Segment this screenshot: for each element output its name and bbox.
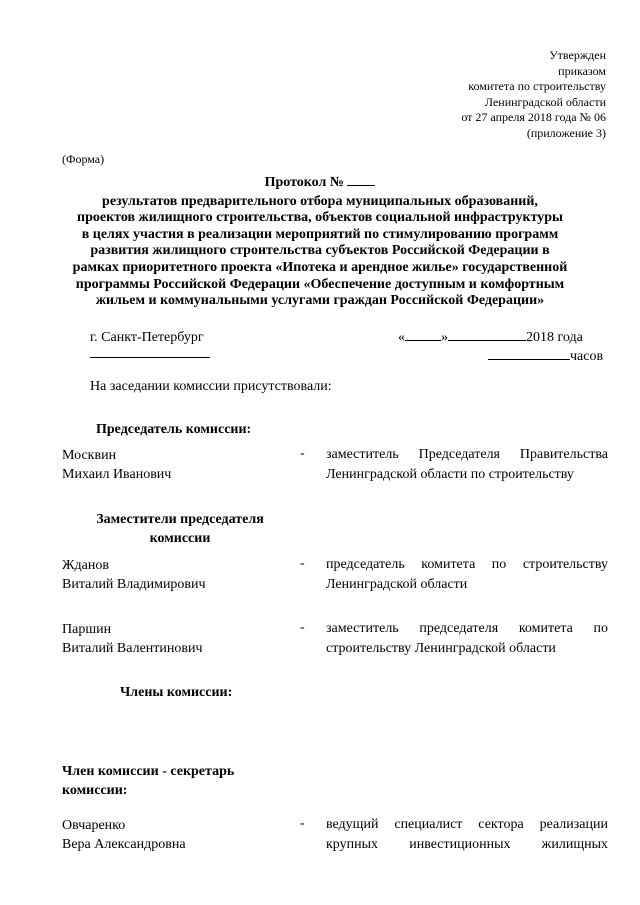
section-deputies-line: Заместители председателя (96, 512, 264, 527)
protocol-number-blank (347, 173, 375, 186)
section-members: Члены комиссии: (120, 685, 233, 700)
person-surname: Паршин (62, 622, 112, 637)
date-close-quote: » (441, 330, 448, 345)
date-line (398, 328, 583, 347)
approval-line: от 27 апреля 2018 года № 06 (461, 110, 606, 125)
person-role (326, 815, 608, 855)
approval-line: Утвержден (549, 48, 606, 62)
person-role (326, 619, 608, 659)
person-given-name: Михаил Иванович (62, 467, 172, 482)
dash: - (300, 556, 305, 571)
role-line: председатель комитета по строительству (326, 557, 608, 572)
role-line: Ленинградской области по строительству (326, 467, 574, 482)
title-line: рамках приоритетного проекта «Ипотека и арендное жилье» государственной (72, 259, 568, 275)
approval-line: Ленинградской области (484, 94, 606, 109)
title-line: программы Российской Федерации «Обеспечение доступным и комфортным (75, 276, 565, 292)
date-open-quote: « (398, 330, 405, 345)
title-line: в целях участия в реализации мероприятий по стимулированию программ (81, 226, 559, 242)
approval-line: комитета по строительству (468, 79, 606, 94)
section-deputies (80, 510, 280, 548)
date-year: 2018 года (526, 330, 583, 345)
person-role (326, 555, 608, 595)
role-line: Ленинградской области (326, 577, 468, 592)
hours-blank (488, 347, 570, 360)
approval-line: (приложение 3) (526, 125, 606, 140)
person-name (62, 446, 171, 484)
person-role (326, 445, 608, 485)
person-surname: Москвин (62, 448, 117, 463)
dash: - (300, 620, 305, 635)
role-line: крупных инвестиционных жилищных (326, 837, 608, 852)
person-name (62, 556, 206, 594)
section-secretary (62, 762, 234, 800)
form-label: (Форма) (62, 152, 105, 166)
person-given-name: Вера Александровна (62, 837, 186, 852)
protocol-heading (50, 173, 590, 192)
day-blank (405, 328, 441, 341)
place-blank-line (90, 357, 210, 358)
role-line: заместитель председателя комитета по (326, 621, 608, 636)
person-surname: Жданов (62, 558, 109, 573)
section-deputies-line: комиссии (149, 531, 211, 546)
person-surname: Овчаренко (62, 818, 126, 833)
section-chairman: Председатель комиссии: (96, 422, 252, 437)
approval-block (461, 48, 606, 142)
title-line: проектов жилищного строительства, объектов социальной инфраструктуры (77, 210, 563, 226)
protocol-label: Протокол № (264, 175, 344, 190)
hours-label: часов (570, 349, 604, 364)
section-secretary-line: Член комиссии - секретарь (62, 764, 235, 779)
month-blank (448, 328, 526, 341)
place: г. Санкт-Петербург (90, 330, 204, 345)
title-line: жильем и коммунальными услугами граждан Российской Федерации» (95, 293, 545, 309)
attendance-intro: На заседании комиссии присутствовали: (90, 379, 332, 394)
role-line: ведущий специалист сектора реализации (326, 817, 608, 832)
person-given-name: Виталий Валентинович (62, 641, 203, 656)
person-name (62, 620, 203, 658)
dash: - (300, 816, 305, 831)
document-title (50, 173, 590, 310)
title-line: результатов предварительного отбора муниципальных образований, (102, 193, 538, 209)
role-line: заместитель Председателя Правительства (326, 447, 608, 462)
role-line: строительству Ленинградской области (326, 641, 556, 656)
section-secretary-line: комиссии: (62, 783, 128, 798)
dash: - (300, 446, 305, 461)
hours-line (488, 347, 603, 366)
title-line: развития жилищного строительства субъектов Российской Федерации в (90, 243, 550, 259)
approval-line: приказом (558, 63, 606, 78)
person-given-name: Виталий Владимирович (62, 577, 206, 592)
person-name (62, 816, 186, 854)
